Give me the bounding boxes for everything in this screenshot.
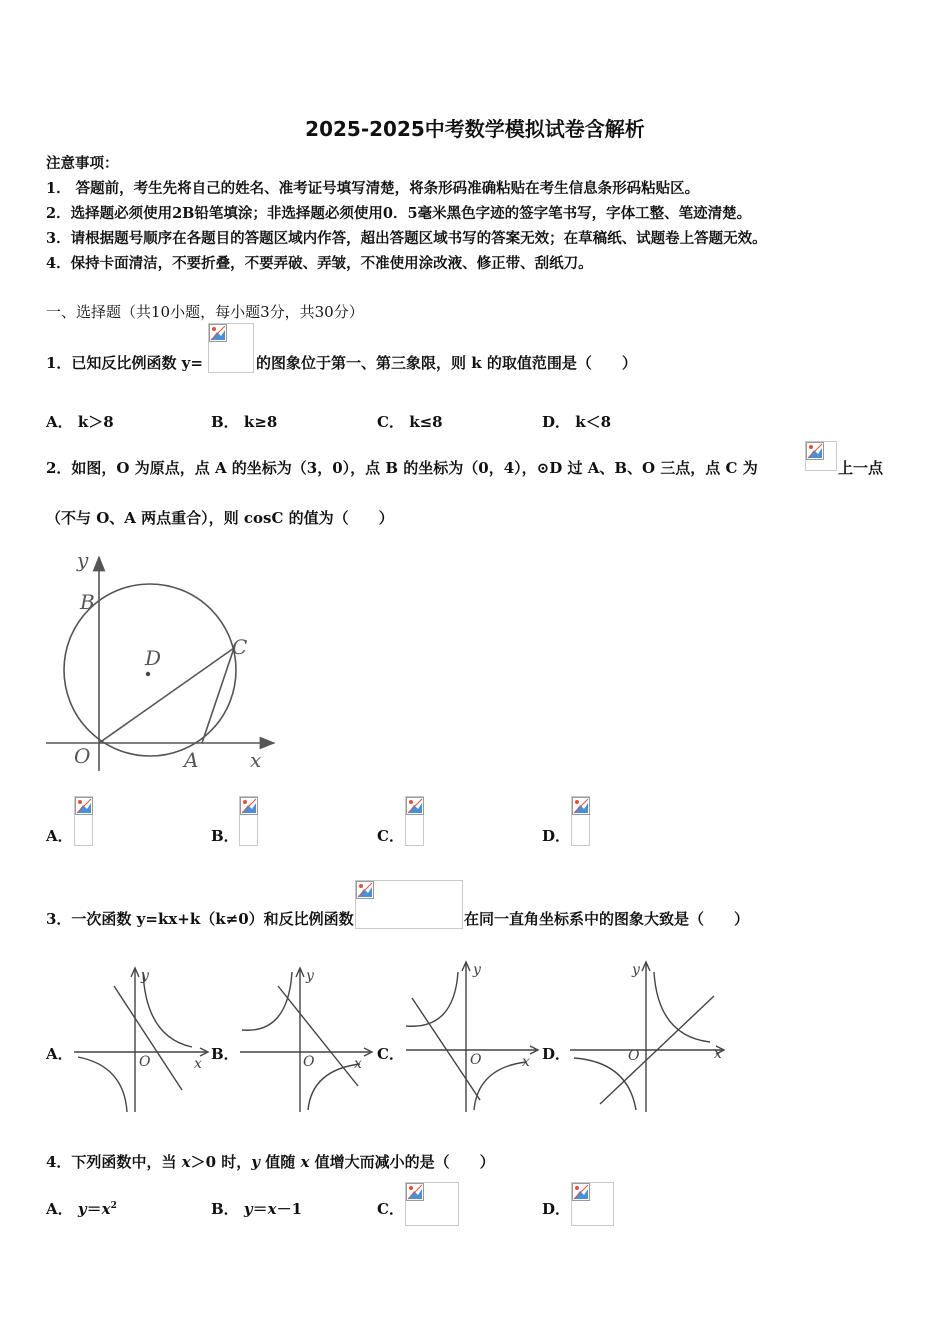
q4-option-c[interactable]: C． — [377, 1200, 404, 1218]
q2-circle-figure — [44, 545, 278, 777]
label-c: C — [232, 635, 248, 659]
notice-item: 4．保持卡面清洁，不要折叠，不要弄破、弄皱，不准使用涂改液、修正带、刮纸刀。 — [46, 255, 593, 272]
q4-option-c-image — [405, 1182, 459, 1226]
q3-formula-image — [355, 880, 463, 929]
q2-option-b-image — [239, 796, 258, 846]
q1-option-b[interactable]: B． k≥8 — [211, 413, 278, 431]
q2-option-d[interactable]: D． — [542, 827, 571, 845]
q4-option-a[interactable]: A． $y=x^2$ — [46, 1200, 117, 1218]
q3-graph-a — [70, 962, 210, 1114]
svg-text:O: O — [303, 1054, 315, 1070]
q4-option-d-image — [571, 1182, 614, 1226]
label-y: y — [77, 548, 89, 572]
svg-text:O: O — [470, 1052, 482, 1068]
svg-text:O: O — [628, 1048, 640, 1064]
broken-image-icon — [240, 797, 258, 815]
svg-text:x: x — [194, 1056, 202, 1072]
label-o: O — [74, 744, 91, 768]
q2-arc-image — [805, 441, 837, 471]
q3-option-b[interactable]: B． — [211, 1045, 239, 1063]
broken-image-icon — [572, 1183, 590, 1201]
q2-option-d-image — [571, 796, 590, 846]
broken-image-icon — [209, 324, 227, 342]
q3-graph-c — [402, 958, 542, 1114]
broken-image-icon — [806, 442, 824, 460]
q1-formula-image — [208, 323, 254, 373]
q2-stem-line1: 2．如图，O 为原点，点 A 的坐标为（3，0），点 B 的坐标为（0，4），⊙D 过 A、B、O 三点，点 C 为 — [46, 459, 758, 477]
label-d: D — [145, 646, 162, 670]
q3-option-c[interactable]: C． — [377, 1045, 404, 1063]
q1-option-d[interactable]: D． k＜8 — [542, 413, 612, 431]
broken-image-icon — [406, 797, 424, 815]
broken-image-icon — [356, 881, 374, 899]
notice-item: 3．请根据题号顺序在各题目的答题区域内作答，超出答题区域书写的答案无效；在草稿纸、试题卷上答题无效。 — [46, 230, 767, 247]
q3-option-d[interactable]: D． — [542, 1045, 571, 1063]
center-point-d — [146, 672, 150, 676]
q1-option-a[interactable]: A． k＞8 — [46, 413, 114, 431]
q3-graph-d — [566, 958, 726, 1114]
broken-image-icon — [75, 797, 93, 815]
svg-text:y: y — [306, 968, 314, 984]
svg-text:x: x — [354, 1056, 362, 1072]
q1-stem-pre: 1．已知反比例函数 y= — [46, 354, 203, 372]
svg-text:O: O — [139, 1054, 151, 1070]
svg-text:x: x — [714, 1046, 722, 1062]
svg-text:y: y — [632, 962, 640, 978]
q2-option-a[interactable]: A． — [46, 827, 73, 845]
svg-text:y: y — [141, 968, 149, 984]
q3-stem-pre: 3．一次函数 y=kx+k（k≠0）和反比例函数 — [46, 910, 354, 928]
page-title: 2025-2025中考数学模拟试卷含解析 — [305, 117, 645, 141]
q2-stem-line1-end: 上一点 — [838, 459, 884, 477]
notice-heading: 注意事项： — [46, 155, 119, 172]
q2-option-a-image — [74, 796, 93, 846]
notice-item: 2．选择题必须使用2B铅笔填涂；非选择题必须使用0．5毫米黑色字迹的签字笔书写，字体工整、笔迹清楚。 — [46, 205, 752, 222]
label-a: A — [184, 748, 199, 772]
q1-stem-post: 的图象位于第一、第三象限，则 k 的取值范围是（ ） — [256, 354, 637, 372]
broken-image-icon — [572, 797, 590, 815]
broken-image-icon — [406, 1183, 424, 1201]
q4-stem: 4．下列函数中，当 x＞0 时，y 值随 x 值增大而减小的是（ ） — [46, 1153, 495, 1171]
q2-option-b[interactable]: B． — [211, 827, 239, 845]
q2-stem-line2: （不与 O、A 两点重合），则 cosC 的值为（ ） — [46, 509, 394, 527]
label-x: x — [250, 748, 262, 772]
svg-text:y: y — [473, 962, 481, 978]
q4-option-b[interactable]: B． y＝x－1 — [211, 1200, 303, 1218]
section-heading: 一、选择题（共10小题，每小题3分，共30分） — [46, 303, 364, 321]
q1-option-c[interactable]: C． k≤8 — [377, 413, 443, 431]
q3-graph-b — [236, 962, 376, 1114]
notice-item: 1． 答题前，考生先将自己的姓名、准考证号填写清楚，将条形码准确粘贴在考生信息条形码粘贴区。 — [46, 180, 700, 197]
q3-option-a[interactable]: A． — [46, 1045, 73, 1063]
q2-option-c-image — [405, 796, 424, 846]
q4-option-d[interactable]: D． — [542, 1200, 571, 1218]
svg-text:x: x — [522, 1054, 530, 1070]
q2-option-c[interactable]: C． — [377, 827, 404, 845]
segment-ac — [202, 648, 234, 743]
label-b: B — [80, 590, 95, 614]
q3-stem-post: 在同一直角坐标系中的图象大致是（ ） — [464, 910, 750, 928]
